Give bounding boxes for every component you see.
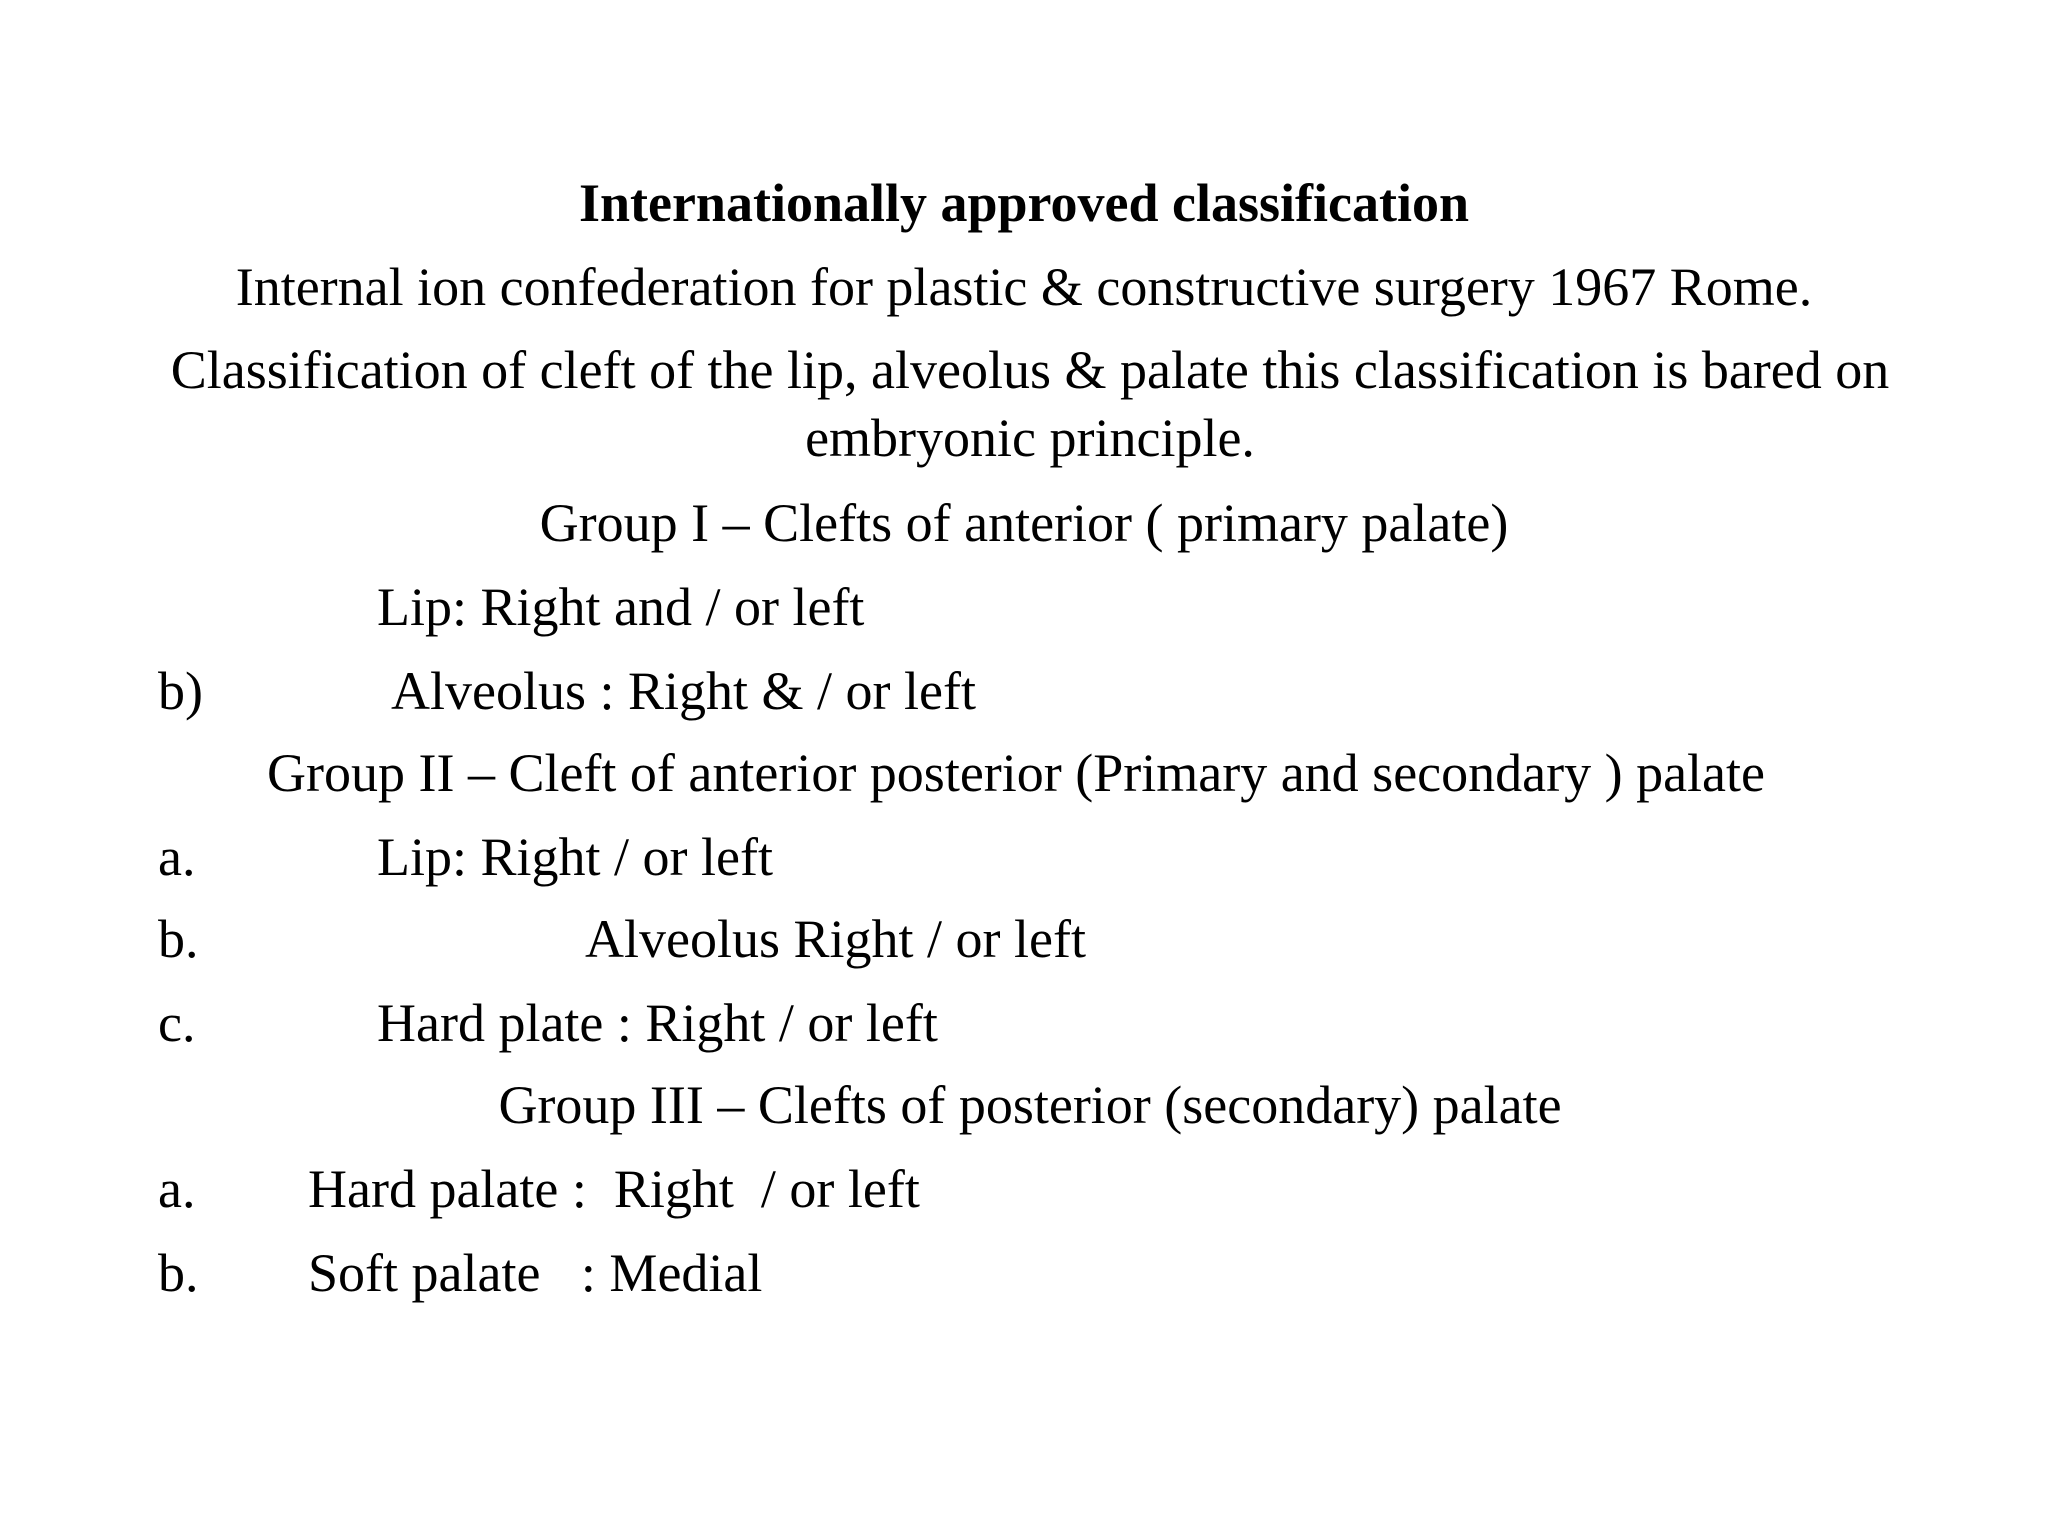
intro-text: Internal ion confederation for plastic & constructive surgery 1967 Rome. (235, 257, 1813, 317)
group3-item-a-marker: a. (158, 1159, 196, 1219)
group1-item-a-text: Lip: Right and / or left (377, 577, 865, 637)
group1-item-b-text: Alveolus : Right & / or left (391, 661, 976, 721)
group2-heading: Group II – Cleft of anterior posterior (Primary and secondary ) palate (267, 743, 1765, 803)
description-text: Classification of cleft of the lip, alveolus & palate this classification is bared on embryonic principle. (170, 340, 1890, 468)
group3-item-b-text: Soft palate : Medial (308, 1243, 763, 1303)
group2-item-c-marker: c. (158, 993, 196, 1053)
group2-item-b-marker: b. (158, 909, 199, 969)
group3-item-b-marker: b. (158, 1243, 199, 1303)
group1-heading: Group I – Clefts of anterior ( primary palate) (539, 493, 1509, 553)
group1-item-b-marker: b) (158, 661, 203, 721)
group2-item-a-text: Lip: Right / or left (377, 827, 773, 887)
group2-item-a-marker: a. (158, 827, 196, 887)
group3-heading: Group III – Clefts of posterior (secondary) palate (498, 1075, 1562, 1135)
group2-item-c-text: Hard plate : Right / or left (377, 993, 938, 1053)
group2-item-b-text: Alveolus Right / or left (585, 909, 1086, 969)
group3-item-a-text: Hard palate : Right / or left (308, 1159, 920, 1219)
slide-title: Internationally approved classification (578, 173, 1470, 233)
